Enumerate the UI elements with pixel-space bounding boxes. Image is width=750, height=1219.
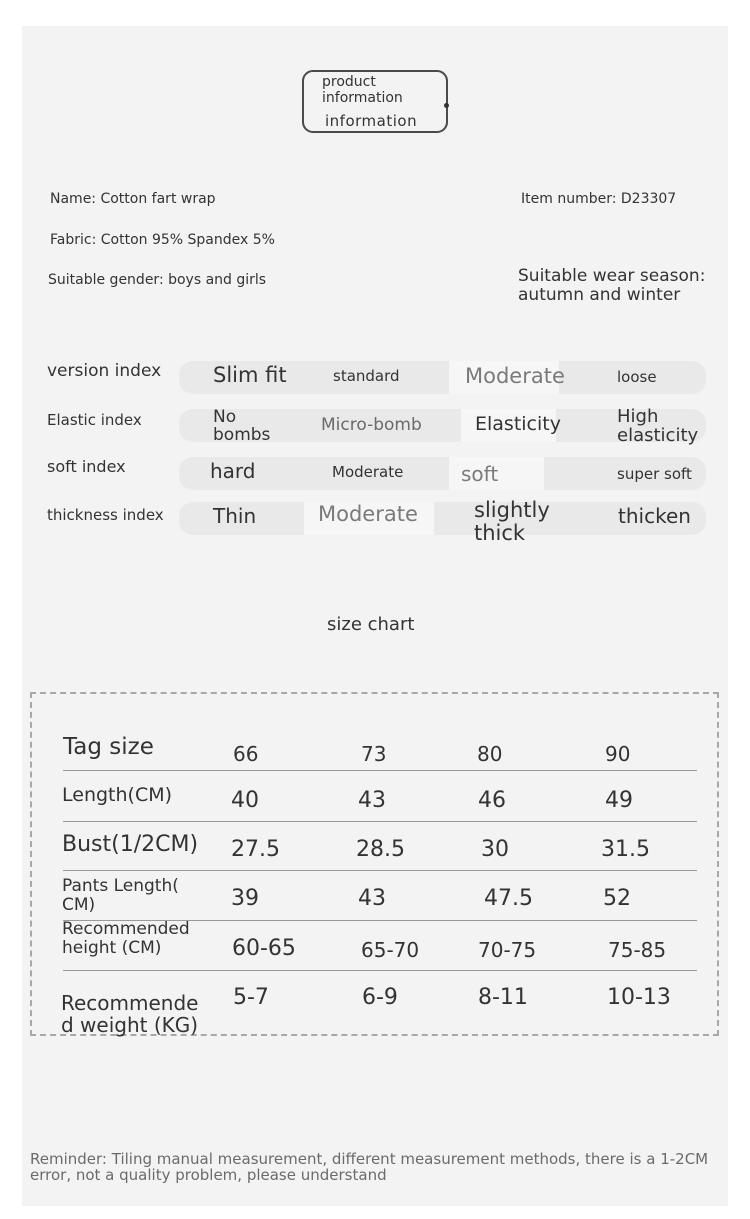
item-number: Item number: D23307 bbox=[521, 191, 677, 207]
version-index-label: version index bbox=[47, 361, 162, 381]
size-row-label-tag-size: Tag size bbox=[63, 734, 154, 760]
size-cell: 73 bbox=[361, 742, 387, 766]
elastic-option-no-bombs: No bombs bbox=[213, 407, 271, 445]
size-cell: 80 bbox=[477, 742, 503, 766]
reminder-line-2: error, not a quality problem, please understand bbox=[30, 1166, 387, 1184]
badge-line-2: information bbox=[322, 90, 403, 106]
size-row-label-recommended-weight: Recommende d weight (KG) bbox=[61, 991, 199, 1037]
size-row-divider bbox=[63, 770, 697, 771]
size-chart-title: size chart bbox=[327, 614, 415, 635]
soft-option-moderate: Moderate bbox=[332, 463, 404, 481]
soft-option-hard: hard bbox=[210, 459, 256, 483]
wear-season-line-2: autumn and winter bbox=[518, 285, 681, 305]
size-cell: 10-13 bbox=[607, 985, 671, 1010]
version-option-loose: loose bbox=[617, 368, 657, 386]
product-name: Name: Cotton fart wrap bbox=[50, 191, 216, 207]
size-cell: 31.5 bbox=[601, 837, 650, 862]
size-cell: 60-65 bbox=[232, 936, 296, 961]
size-cell: 40 bbox=[231, 788, 259, 813]
size-cell: 70-75 bbox=[478, 938, 537, 962]
version-option-slim-fit: Slim fit bbox=[213, 363, 287, 387]
size-row-label-bust: Bust(1/2CM) bbox=[62, 832, 199, 857]
elastic-option-high-elasticity: High elasticity bbox=[617, 406, 699, 446]
badge-line-1: product bbox=[322, 74, 376, 90]
thickness-index-label: thickness index bbox=[47, 506, 164, 524]
badge-line-3: information bbox=[325, 112, 418, 130]
version-option-standard: standard bbox=[333, 367, 400, 385]
size-cell: 43 bbox=[358, 886, 386, 911]
thickness-option-thin: Thin bbox=[213, 504, 257, 528]
suitable-gender: Suitable gender: boys and girls bbox=[48, 272, 267, 288]
thickness-option-slightly-thick: slightly thick bbox=[474, 498, 550, 545]
size-row-label-recommended-height: Recommended height (CM) bbox=[62, 919, 190, 958]
size-cell: 43 bbox=[358, 788, 386, 813]
version-option-moderate: Moderate bbox=[465, 364, 565, 388]
size-cell: 66 bbox=[233, 742, 259, 766]
size-row-label-pants-length: Pants Length( CM) bbox=[62, 876, 179, 915]
product-information-badge bbox=[302, 70, 448, 133]
size-row-label-length: Length(CM) bbox=[62, 784, 173, 806]
size-row-divider bbox=[63, 821, 697, 822]
reminder-note bbox=[30, 1151, 720, 1183]
size-cell: 49 bbox=[605, 788, 633, 813]
elastic-option-elasticity: Elasticity bbox=[475, 413, 561, 435]
size-cell: 39 bbox=[231, 886, 259, 911]
size-cell: 52 bbox=[603, 886, 631, 911]
elastic-index-label: Elastic index bbox=[47, 411, 142, 429]
size-cell: 6-9 bbox=[362, 985, 398, 1010]
thickness-option-moderate: Moderate bbox=[318, 502, 418, 526]
size-cell: 30 bbox=[481, 837, 509, 862]
size-cell: 47.5 bbox=[484, 886, 533, 911]
elastic-option-micro-bomb: Micro-bomb bbox=[321, 415, 422, 435]
fabric: Fabric: Cotton 95% Spandex 5% bbox=[50, 232, 275, 248]
size-cell: 27.5 bbox=[231, 837, 280, 862]
size-cell: 28.5 bbox=[356, 837, 405, 862]
wear-season bbox=[518, 267, 705, 305]
size-cell: 8-11 bbox=[478, 985, 528, 1010]
soft-option-super-soft: super soft bbox=[617, 465, 692, 483]
size-cell: 65-70 bbox=[361, 938, 420, 962]
soft-option-soft: soft bbox=[461, 462, 499, 486]
size-row-divider bbox=[63, 970, 697, 971]
size-row-divider bbox=[63, 870, 697, 871]
badge-dot-icon bbox=[444, 103, 449, 108]
size-cell: 75-85 bbox=[608, 938, 667, 962]
thickness-option-thicken: thicken bbox=[618, 504, 691, 528]
soft-index-label: soft index bbox=[47, 457, 126, 476]
size-cell: 5-7 bbox=[233, 985, 269, 1010]
reminder-line-1: Reminder: Tiling manual measurement, different measurement methods, there is a 1-2CM bbox=[30, 1150, 709, 1168]
wear-season-line-1: Suitable wear season: bbox=[518, 266, 706, 286]
size-cell: 90 bbox=[605, 742, 631, 766]
size-cell: 46 bbox=[478, 788, 506, 813]
